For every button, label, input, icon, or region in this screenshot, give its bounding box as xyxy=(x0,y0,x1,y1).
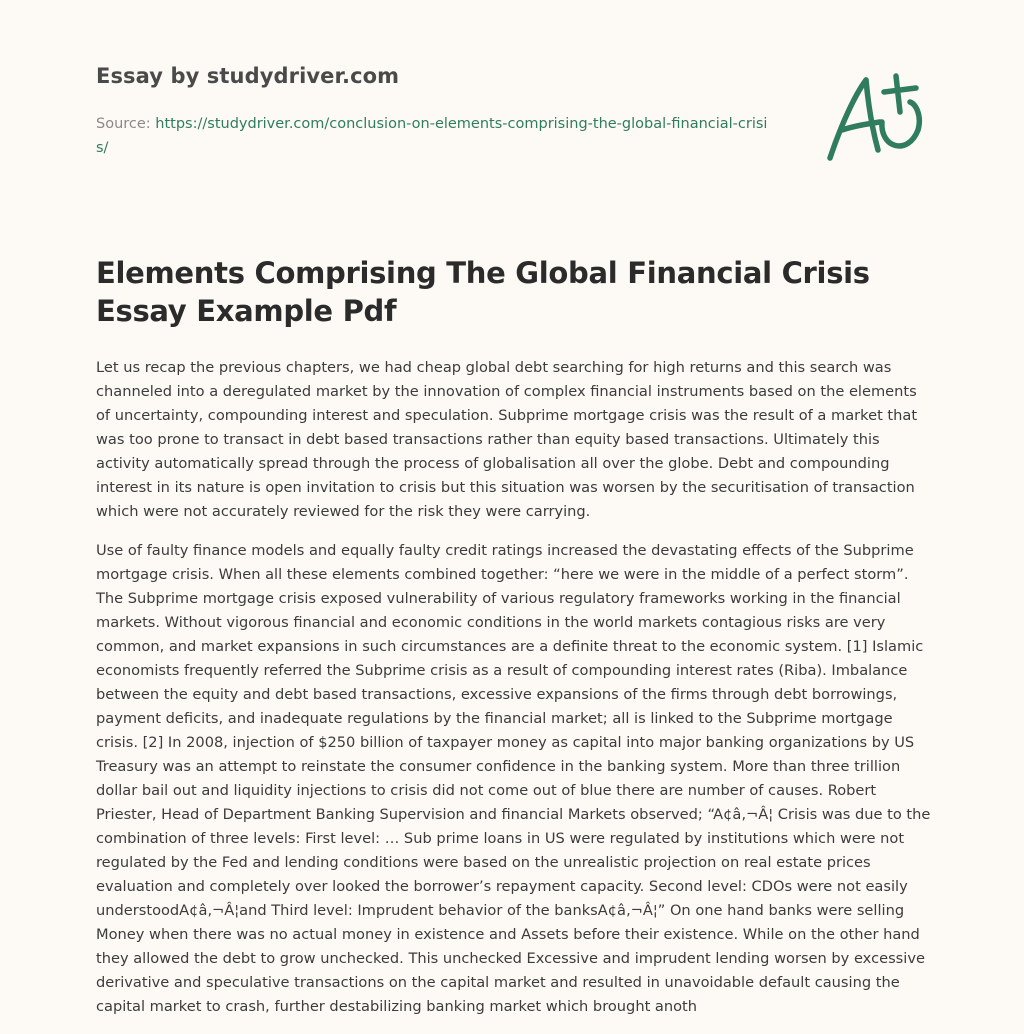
paragraph: Let us recap the previous chapters, we had cheap global debt searching for high returns and this search was channeled into a deregulated market by the innovation of complex financial instruments based on the elements of uncertainty, compounding interest and speculation. Subprime mortgage crisis was the result of a market that was too prone to transact in debt based transactions rather than equity based transactions. Ultimately this activity automatically spread through the process of globalisation all over the globe. Debt and compounding interest in its nature is open invitation to crisis but this situation was worsen by the securitisation of transaction which were not accurately reviewed for the risk they were carrying. xyxy=(96,359,918,520)
source-label: Source: xyxy=(96,116,156,132)
a-plus-grade-icon xyxy=(820,66,930,166)
document-body xyxy=(96,356,932,1034)
source-link[interactable]: https://studydriver.com/conclusion-on-elements-comprising-the-global-financial-crisis/ xyxy=(96,116,768,156)
paragraph: Use of faulty finance models and equally faulty credit ratings increased the devastating effects of the Subprime mortgage crisis. When all these elements combined together: “here we were in the middle of a perfect storm”. The Subprime mortgage crisis exposed vulnerability of various regulatory frameworks working in the financial markets. Without vigorous financial and economic conditions in the world markets contagious risks are very common, and market expansions in such circumstances are a definite threat to the economic system. [1] Islamic economists frequently referred the Subprime crisis as a result of compounding interest rates (Riba). Imbalance between the equity and debt based transactions, excessive expansions of the firms through debt borrowings, payment deficits, and inadequate regulations by the financial market; all is linked to the Subprime mortgage crisis. [2] In 2008, injection of $250 billion of taxpayer money as capital into major banking organizations by US Treasury was an attempt to reinstate the consumer confidence in the banking system. More than three trillion dollar bail out and liquidity injections to crisis did not come out of blue there are number of causes. Robert Priester, Head of Department Banking Supervision and financial Markets observed; “A¢â‚¬Â¦ Crisis was due to the combination of three levels: First level: … Sub prime loans in US were regulated by institutions which were not regulated by the Fed and lending conditions were based on the unrealistic projection on real estate prices evaluation and completely over looked the borrower’s repayment capacity. Second level: CDOs were not easily understoodA¢â‚¬Â¦and Third level: Imprudent behavior of the banksA¢â‚¬Â¦” On one hand banks were selling Money when there was no actual money in existence and Assets before their existence. While on the other hand they allowed the debt to grow unchecked. This unchecked Excessive and imprudent lending worsen by excessive derivative and speculative transactions on the capital market and resulted in unavoidable default causing the capital market to crash, further destabilizing banking market which brought anoth xyxy=(96,542,931,1015)
source-line xyxy=(96,112,776,160)
site-title: Essay by studydriver.com xyxy=(96,64,400,88)
document-title: Elements Comprising The Global Financial Crisis Essay Example Pdf xyxy=(96,256,870,328)
